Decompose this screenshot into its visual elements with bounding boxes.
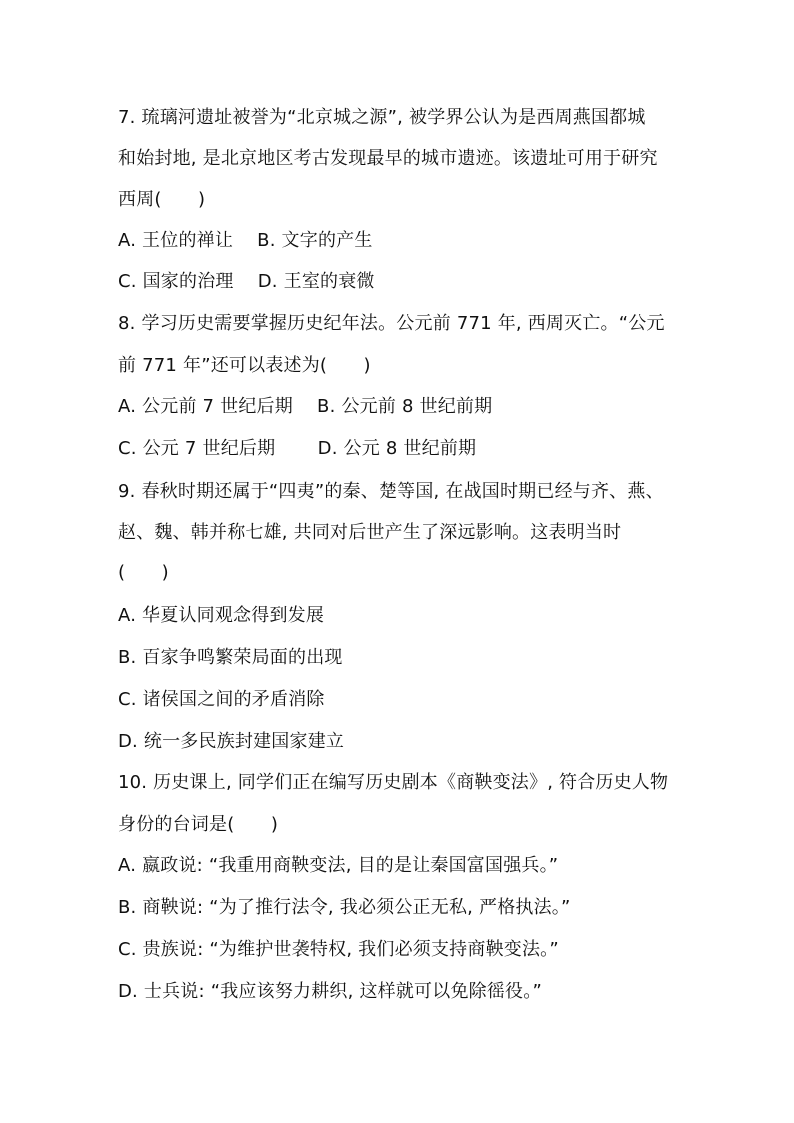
- q10-option-d: D. 士兵说: “我应该努力耕织, 这样就可以免除徭役。”: [118, 981, 542, 1002]
- q9-option-b: B. 百家争鸣繁荣局面的出现: [118, 647, 343, 668]
- q10-stem-line-2: 身份的台词是( ): [118, 814, 279, 835]
- q9-option-c: C. 诸侯国之间的矛盾消除: [118, 689, 325, 710]
- q9-option-a: A. 华夏认同观念得到发展: [118, 605, 325, 626]
- q10-option-b: B. 商鞅说: “为了推行法令, 我必须公正无私, 严格执法。”: [118, 897, 571, 918]
- q7-stem-line-3: 西周( ): [118, 189, 206, 210]
- q7-stem-line-2: 和始封地, 是北京地区考古发现最早的城市遗迹。该遗址可用于研究: [118, 148, 658, 169]
- q7-stem-line-1: 7. 琉璃河遗址被誉为“北京城之源”, 被学界公认为是西周燕国都城: [118, 107, 646, 128]
- q9-stem-line-3: ( ): [118, 562, 169, 583]
- q7-options-row-1: A. 王位的禅让 B. 文字的产生: [118, 230, 373, 251]
- q10-option-c: C. 贵族说: “为维护世袭特权, 我们必须支持商鞅变法。”: [118, 939, 559, 960]
- q8-stem-line-1: 8. 学习历史需要掌握历史纪年法。公元前 771 年, 西周灭亡。“公元: [118, 313, 665, 334]
- q8-stem-line-2: 前 771 年”还可以表述为( ): [118, 355, 371, 376]
- q10-option-a: A. 嬴政说: “我重用商鞅变法, 目的是让秦国富国强兵。”: [118, 855, 559, 876]
- q10-stem-line-1: 10. 历史课上, 同学们正在编写历史剧本《商鞅变法》, 符合历史人物: [118, 772, 669, 793]
- q9-stem-line-1: 9. 春秋时期还属于“四夷”的秦、楚等国, 在战国时期已经与齐、燕、: [118, 481, 664, 502]
- q8-options-row-1: A. 公元前 7 世纪后期 B. 公元前 8 世纪前期: [118, 396, 493, 417]
- q9-stem-line-2: 赵、魏、韩并称七雄, 共同对后世产生了深远影响。这表明当时: [118, 522, 622, 543]
- q9-option-d: D. 统一多民族封建国家建立: [118, 731, 345, 752]
- q7-options-row-2: C. 国家的治理 D. 王室的衰微: [118, 271, 375, 292]
- q8-options-row-2: C. 公元 7 世纪后期 D. 公元 8 世纪前期: [118, 438, 477, 459]
